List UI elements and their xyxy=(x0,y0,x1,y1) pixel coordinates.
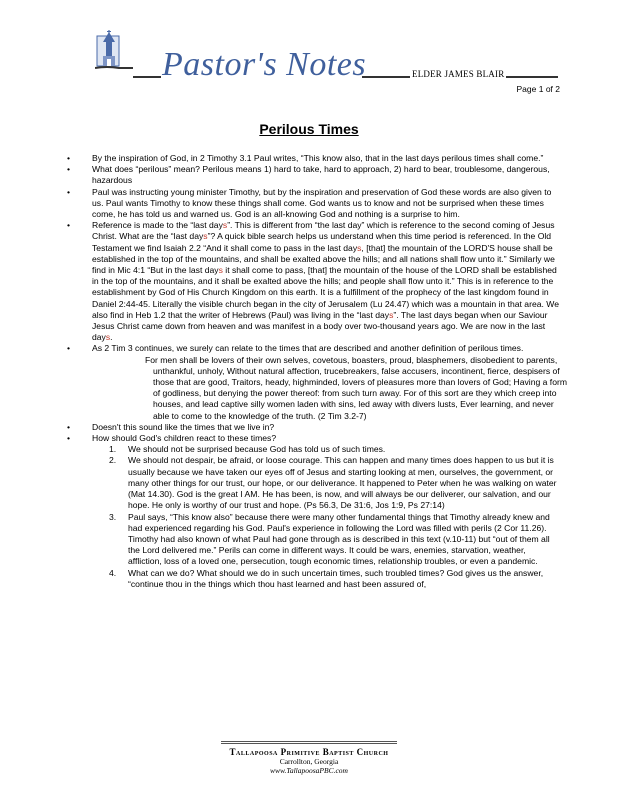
page-title: Perilous Times xyxy=(259,121,359,137)
item-number: 3. xyxy=(109,511,117,522)
footer-rule xyxy=(221,741,397,744)
item-number: 2. xyxy=(109,455,117,466)
question-list xyxy=(63,422,561,444)
highlight-s: s xyxy=(222,220,228,231)
numbered-item xyxy=(63,512,561,568)
brand-title: Pastor's Notes xyxy=(162,46,367,83)
highlight-s: s xyxy=(389,309,394,320)
numbered-list xyxy=(63,444,561,590)
text-run: . xyxy=(110,332,113,343)
church-name: Tallapoosa Primitive Baptist Church xyxy=(229,747,389,757)
text-run: it shall come to pass, [that] the mountain of the house of the LORD shall be established in the top of the mountains, and it shall be exalted above the hills; and people shall flow unto it.” This is in reference to the establishment by God of His Church Kingdom on this earth. It is a fulfillment of the prophecy of the last kingdom found in Daniel 2:44-45. Literally the visible church began in the city of Jerusalem (Lu 24.47) which was a mountain in that area. We also find in Heb 1.2 that the writer of Hebrews (Paul) was living in the “last day xyxy=(92,265,560,320)
list-item: • Doesn't this sound like the times that we live in? xyxy=(63,422,561,433)
church-logo-icon xyxy=(95,30,135,76)
item-text: We should not despair, be afraid, or loose courage. This can happen and many times does happen to us but it is usually because we have taken our eyes off of Jesus and starting looking at men, ourselves, the government, or many other things for our trust, our hope, or our deliverance. It happened to Peter when he was walking on water (Mat 14.30). God is the great I AM. He has been, is now, and will always be our deliverer, our salvation, and our hope. He only is worthy of our trust and hope. (Ps 56.3, De 31:6, Jos 1:9, Ps 27:14) xyxy=(128,455,557,511)
item-number: 1. xyxy=(109,444,117,455)
footer xyxy=(0,741,618,775)
list-item: • As 2 Tim 3 continues, we surely can relate to the times that are described and another definition of perilous times. xyxy=(63,343,561,354)
text-run: ”? A quick bible search helps us understand when this time period is referenced. In the Old Testament we find Isaiah 2.2 “And it shall come to pass in the last day xyxy=(92,231,552,253)
numbered-item xyxy=(63,455,561,511)
item-text: We should not be surprised because God has told us of such times. xyxy=(128,444,386,455)
list-item: • Paul was instructing young minister Timothy, but by the inspiration and preservation of God these words are also given to us. Paul wants Timothy to know these things shall come. God wants us to know and not be surprised when these times come, he has told us and warned us. God is an all-knowing God and nothing is a surprise to him. xyxy=(63,187,561,221)
masthead-rule-right xyxy=(506,76,558,78)
item-number: 4. xyxy=(109,567,117,578)
list-item-last-days xyxy=(63,220,561,343)
list-item: • How should God's children react to these times? xyxy=(63,433,561,444)
list-item: • What does “perilous” mean? Perilous means 1) hard to take, hard to approach, 2) hard to bear, troublesome, dangerous, hazardous xyxy=(63,164,561,186)
list-item: • By the inspiration of God, in 2 Timothy 3.1 Paul writes, “This know also, that in the last days perilous times shall come.” xyxy=(63,153,561,164)
highlight-s: s xyxy=(105,332,111,343)
article-body xyxy=(63,153,567,590)
church-website: www.TallapoosaPBC.com xyxy=(270,766,348,775)
masthead-rule-mid xyxy=(362,76,410,78)
numbered-item xyxy=(63,568,561,590)
text-run: , [that] the mountain of the LORD'S house shall be established in the top of the mountains, and shall be exalted above the hills; and all nations shall flow unto it.” Similarly we find in Mic 4:1 “But in the last day xyxy=(92,242,555,276)
masthead xyxy=(0,0,618,100)
masthead-rule-left xyxy=(133,76,161,78)
scripture-quote: For men shall be lovers of their own selves, covetous, boasters, proud, blasphemers, disobedient to parents, unthankful, unholy, Without natural affection, trucebreakers, false accusers, incontinent, fierce, despisers of those that are good, Traitors, heady, highminded, lovers of pleasures more than lovers of God; Having a form of godliness, but denying the power thereof: from such turn away. For of this sort are they which creep into houses, and lead captive silly women laden with sins, led away with divers lusts, Ever learning, and never able to come to the knowledge of the truth. (2 Tim 3.2-7) xyxy=(145,354,567,421)
author-name: ELDER JAMES BLAIR xyxy=(412,69,505,79)
bullet-list xyxy=(63,153,561,355)
item-text: Paul says, “This know also” because there were many other fundamental things that Timothy already knew and had experienced regarding his God. Paul's experience in following the Lord was filled with perils (2 Cor 11.26). Timothy had also known of what Paul had gone through as is described in this text (v.10-11) but “out of them all the Lord delivered me.” Perils can come in different ways. It could be wars, enemies, starvation, weather, affliction, loss of a loved one, persecution, tough economic times, relationship troubles, or even a pandemic. xyxy=(128,511,550,567)
page-number: Page 1 of 2 xyxy=(516,84,560,94)
text-run: ”. The last days began when our Saviour Jesus Christ came down from heaven and was manifest in a body over two-thousand years ago. We are now in the last day xyxy=(92,309,548,343)
text-run: Reference is made to the “last day xyxy=(92,220,223,231)
highlight-s: s xyxy=(218,265,223,276)
church-location: Carrollton, Georgia xyxy=(279,757,339,766)
text-run: ”. This is different from “the last day” which is reference to the second coming of Jesus Christ. What are the “last day xyxy=(92,220,555,242)
numbered-item xyxy=(63,444,561,455)
highlight-s: s xyxy=(203,231,208,242)
highlight-s: s xyxy=(357,242,362,253)
item-text: What can we do? What should we do in such uncertain times, such troubled times? God gives us the answer, “continue thou in the things which thou hast learned and hast been assured of, xyxy=(128,567,544,589)
